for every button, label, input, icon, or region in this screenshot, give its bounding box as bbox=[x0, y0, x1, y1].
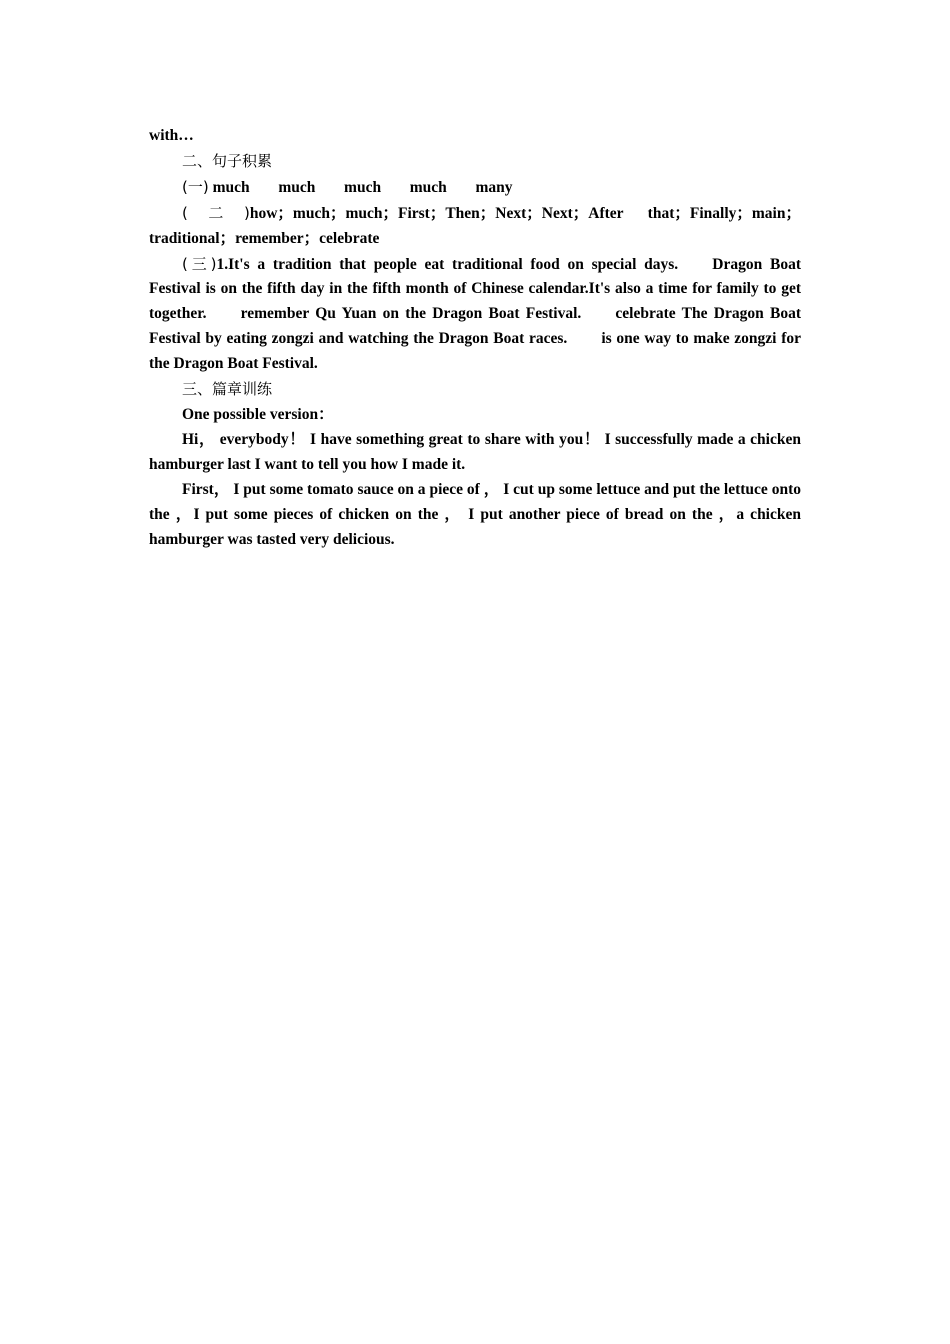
part-1-word: much bbox=[344, 178, 382, 196]
part-1-word: much bbox=[409, 178, 447, 196]
version-label bbox=[149, 403, 801, 428]
with-text: with… bbox=[149, 127, 194, 144]
part-1-word: much bbox=[278, 178, 316, 196]
part-3-sentence-2: Dragon Boat Festival is on the fifth day in the fifth month of Chinese calendar.It's also a time for family to get together. bbox=[149, 255, 801, 323]
part-3-marker: (三) bbox=[182, 254, 217, 273]
part-2-answers bbox=[149, 201, 801, 252]
section-2-title-text: 二、句子积累 bbox=[182, 151, 273, 170]
part-1-word: much bbox=[212, 178, 250, 196]
part-3-answers bbox=[149, 252, 801, 378]
line-with bbox=[149, 124, 801, 149]
section-3-title-text: 三、篇章训练 bbox=[182, 380, 273, 399]
essay-paragraph-2 bbox=[149, 478, 801, 553]
part-1-answers bbox=[149, 175, 801, 201]
part-3-sentence-3: remember Qu Yuan on the Dragon Boat Festival. bbox=[240, 305, 582, 323]
essay-paragraph-2-text: First， I put some tomato sauce on a piece of ， I cut up some lettuce and put the lettuce onto the ，I put some pieces of chicken on the ， I put another piece of bread on the ，a chicken hamburger was tasted very delicious. bbox=[149, 480, 801, 548]
part-1-marker: (一) bbox=[182, 177, 209, 196]
section-3-title bbox=[149, 377, 801, 403]
part-3-sentence-1: 1.It's a tradition that people eat traditional food on special days. bbox=[216, 255, 679, 273]
part-1-word: many bbox=[475, 178, 513, 196]
part-2-line-2: traditional；remember；celebrate bbox=[149, 229, 380, 247]
part-2-line-1: how；much；much；First；Then；Next；Next；After that；Finally；main； bbox=[249, 204, 801, 222]
part-3-sentence-5: is one way to make zongzi for the Dragon Boat Festival. bbox=[149, 330, 801, 373]
part-3-sentence-4: celebrate The Dragon Boat Festival by eating zongzi and watching the Dragon Boat races. bbox=[149, 305, 801, 348]
essay-paragraph-1-text: Hi， everybody！ I have something great to share with you！ I successfully made a chicken hamburger last I want to tell you how I made it. bbox=[149, 430, 801, 473]
version-label-text: One possible version： bbox=[182, 405, 334, 423]
section-2-title bbox=[149, 149, 801, 175]
part-2-marker: (二) bbox=[182, 203, 250, 222]
document-page bbox=[149, 124, 801, 552]
essay-paragraph-1 bbox=[149, 428, 801, 478]
